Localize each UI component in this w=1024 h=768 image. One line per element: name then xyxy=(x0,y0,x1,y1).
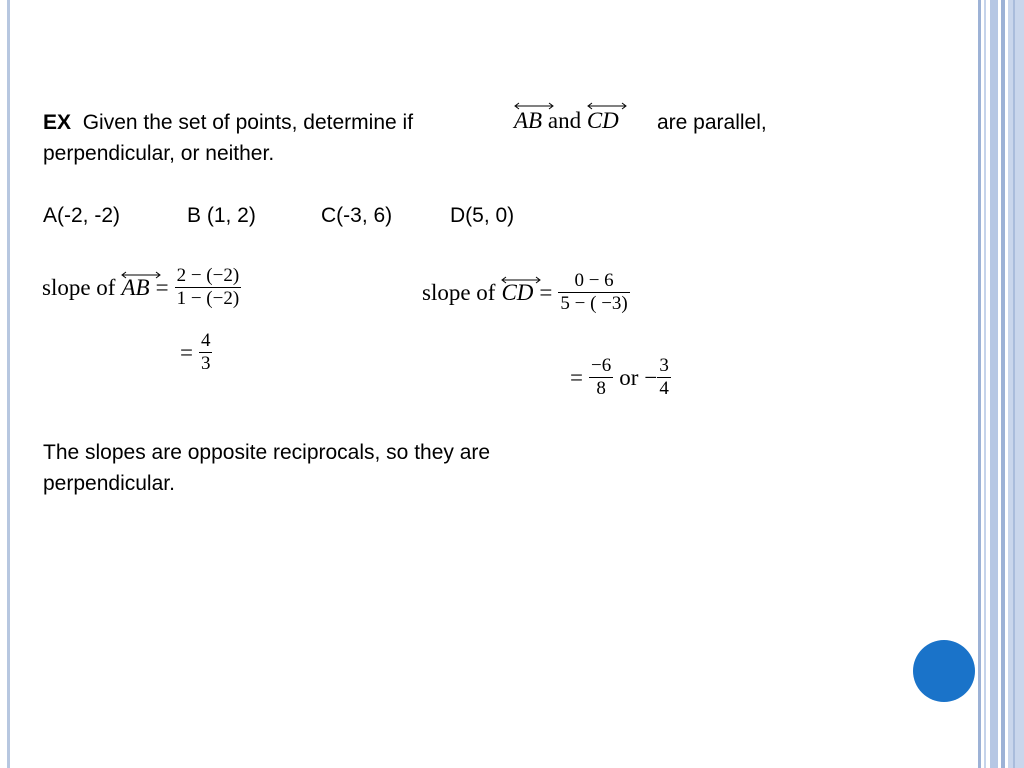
or-word: or xyxy=(619,364,639,390)
conclusion-line-1: The slopes are opposite reciprocals, so they are xyxy=(43,441,491,464)
slope-cd-alt xyxy=(644,355,670,400)
conclusion-line-2: perpendicular. xyxy=(43,472,175,495)
slope-ab-label: slope of xyxy=(42,274,116,300)
right-border-stripe xyxy=(1001,0,1005,768)
point-b: B (1, 2) xyxy=(187,204,256,227)
equals-sign: = xyxy=(180,339,193,365)
double-arrow-icon xyxy=(501,276,541,284)
slope-ab-result-denominator: 3 xyxy=(200,353,211,374)
equals-sign: = xyxy=(539,279,553,305)
alt-sign: − xyxy=(644,364,658,390)
left-border-rule xyxy=(7,0,10,768)
point-d: D(5, 0) xyxy=(450,204,515,227)
right-border-stripe xyxy=(1013,0,1015,768)
double-arrow-icon xyxy=(587,102,627,110)
slope-ab-fraction xyxy=(175,265,242,310)
slope-cd-segment-label: CD xyxy=(501,279,534,305)
segment-ab xyxy=(514,106,542,136)
connector-and: and xyxy=(547,108,582,133)
slope-ab-segment-label: AB xyxy=(121,274,150,300)
point-c: C(-3, 6) xyxy=(321,204,393,227)
point-a: A(-2, -2) xyxy=(43,204,121,227)
slope-cd-denominator: 5 − ( −3) xyxy=(560,293,628,314)
slope-ab-equation xyxy=(42,265,241,310)
question-line-1 xyxy=(43,108,413,138)
equals-sign: = xyxy=(570,364,583,390)
slope-cd-result-numerator: −6 xyxy=(590,355,612,376)
segment-cd xyxy=(587,106,619,136)
slope-cd-numerator: 0 − 6 xyxy=(574,270,614,291)
right-border-stripe xyxy=(990,0,998,768)
slope-cd-label: slope of xyxy=(422,279,496,305)
slope-cd-alt-fraction xyxy=(657,355,671,400)
slope-ab-numerator: 2 − (−2) xyxy=(176,265,240,286)
slope-cd-equation xyxy=(422,270,630,315)
right-border-stripe xyxy=(1008,0,1024,768)
slope-cd-fraction xyxy=(558,270,629,315)
double-arrow-icon xyxy=(514,102,554,110)
segment-cd-label: CD xyxy=(586,108,619,133)
slope-ab-denominator: 1 − (−2) xyxy=(176,288,240,309)
question-text-after: are parallel, xyxy=(657,111,767,134)
slope-cd-result xyxy=(570,355,671,400)
slope-ab-segment xyxy=(121,275,149,301)
slope-cd-segment xyxy=(501,280,533,306)
slope-ab-result-numerator: 4 xyxy=(200,330,211,351)
slope-ab-result xyxy=(180,330,212,375)
equals-sign: = xyxy=(155,274,169,300)
decorative-circle xyxy=(913,640,975,702)
slope-ab-result-fraction xyxy=(199,330,213,375)
right-border-stripe xyxy=(984,0,986,768)
example-label: EX xyxy=(43,111,72,134)
slope-cd-alt-denominator: 4 xyxy=(659,378,669,399)
question-text: Given the set of points, determine if xyxy=(82,111,414,134)
slope-cd-alt-numerator: 3 xyxy=(659,355,669,376)
question-line-2: perpendicular, or neither. xyxy=(43,142,275,165)
double-arrow-icon xyxy=(121,271,161,279)
segment-ab-label: AB xyxy=(514,108,543,133)
segment-notation xyxy=(514,106,619,136)
slope-cd-result-fraction xyxy=(589,355,613,400)
slope-cd-result-denominator: 8 xyxy=(596,378,606,399)
right-border-stripe xyxy=(978,0,981,768)
